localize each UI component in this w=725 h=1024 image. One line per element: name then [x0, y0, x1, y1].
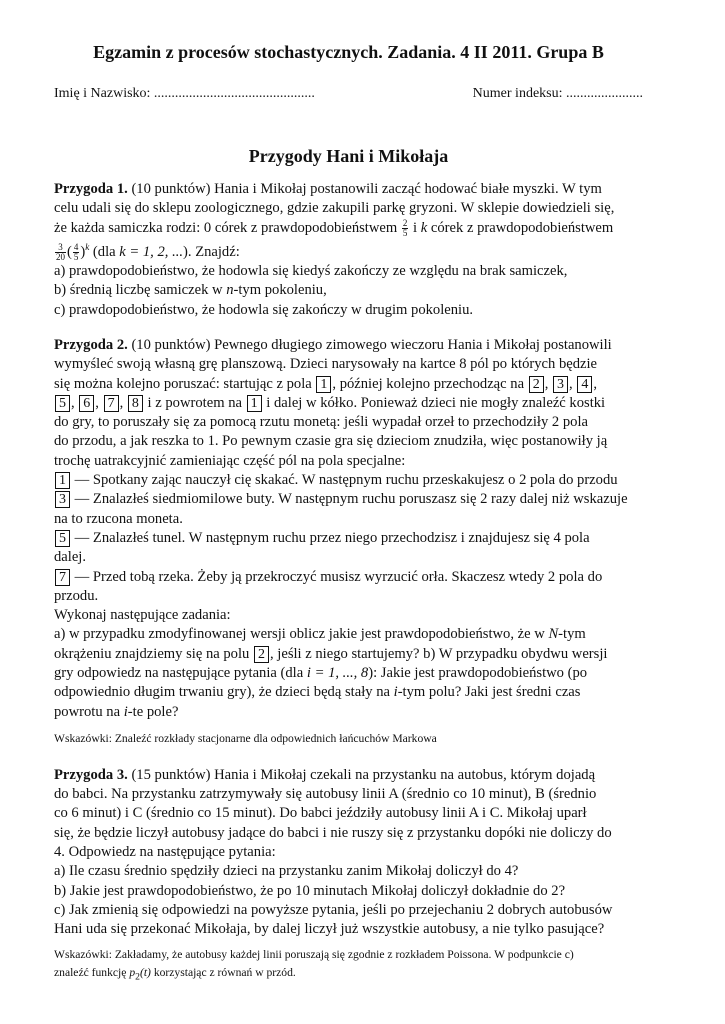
text: (dla	[92, 243, 116, 260]
text: gry odpowiedz na następujące pytania (dla	[54, 664, 304, 681]
problem-3-line-4: się, że będzie liczył autobusy jadące do babci i nie ruszy się z przystanku dopóki nie doliczy do	[54, 824, 612, 841]
text: i dalej w kółko. Ponieważ dzieci nie mogły znaleźć kostki	[266, 394, 606, 411]
index-field	[473, 84, 643, 104]
index-dots: ......................	[566, 86, 643, 101]
student-info-row	[54, 84, 643, 104]
problem-3-part-c: c) Jak zmienią się odpowiedzi na powyższe pytania, jeśli po przejechaniu 2 dobrych autobusów	[54, 901, 613, 918]
problem-1	[54, 180, 643, 320]
problem-3-line-3: co 6 minut) i C (średnio co 15 minut). Do babci jeździły autobusy linii A i C. Mikołaj uparł	[54, 805, 587, 822]
special-field-7	[54, 568, 643, 587]
problem-3-part-c-cont: Hani uda się przekonać Mikołaja, by dalej liczył już wszystkie autobusy, a nie tylko pasujące?	[54, 921, 605, 938]
field-box-6: 6	[79, 395, 94, 412]
numerator: 4	[73, 241, 79, 252]
problem-3-part-a: a) Ile czasu średnio spędziły dzieci na przystanku zanim Mikołaj doliczył do 4?	[54, 863, 519, 880]
text: — Przed tobą rzeka. Żeby ją przekroczyć musisz wyrzucić orła. Skaczesz wtedy 2 pola do	[74, 568, 603, 585]
problem-1-part-c: c) prawdopodobieństwo, że hodowla się zakończy w drugim pokoleniu.	[54, 301, 474, 318]
denominator: 20	[56, 251, 65, 262]
section-title: Przygody Hani i Mikołaja	[248, 146, 449, 166]
text: (15 punktów) Hania i Mikołaj czekali na przystanku na autobus, którym dojadą	[131, 766, 596, 783]
index-label: Numer indeksu:	[472, 86, 563, 101]
problem-1-part-a: a) prawdopodobieństwo, że hodowla się kiedyś zakończy ze względu na brak samiczek,	[54, 263, 568, 280]
field-box-1: 1	[55, 472, 70, 489]
problem-1-line-2: celu udali się do sklepu zoologicznego, gdzie zakupili parkę gryzoni. W sklepie dowiedzieli się,	[54, 200, 615, 217]
math-p: p	[129, 965, 136, 979]
math-k-range: k = 1, 2, ...	[119, 243, 184, 260]
problem-1-part-b	[54, 281, 643, 300]
numerator: 3	[55, 243, 66, 253]
text: ). Znajdź:	[183, 243, 240, 260]
exam-title: Egzamin z procesów stochastycznych. Zadania. 4 II 2011. Grupa B	[93, 42, 604, 62]
name-dots: ..............................................	[153, 86, 315, 101]
field-box-5: 5	[55, 530, 70, 547]
text: -tym pokoleniu,	[233, 282, 327, 299]
problem-2-line-5: do gry, to poruszały się za pomocą rzutu monetą: jeśli wypadał orzeł to przechodziły 2 pola	[54, 414, 588, 431]
problem-2-line-3: się można kolejno poruszać: startując z pola 1 , później kolejno przechodząc na 2 , 3 , 4 ,	[54, 375, 597, 392]
text: — Spotkany zając nauczył cię skakać. W następnym ruchu przeskakujesz o 2 pola do przodu	[74, 472, 618, 489]
text: odpowiednio długim trwaniu gry), że dzieci będą stały na	[54, 684, 390, 701]
name-field	[54, 84, 315, 104]
field-box-7: 7	[55, 569, 70, 586]
special-field-5-cont: dalej.	[54, 549, 87, 566]
hint-line-2	[54, 964, 643, 986]
math-k: k	[420, 219, 428, 236]
problem-3-line-2: do babci. Na przystanku zatrzymywały się autobusy linii A (średnio co 10 minut), B (średnio	[54, 786, 597, 803]
problem-1-line-3	[54, 219, 643, 238]
problem-2-q-line-2	[54, 645, 643, 664]
field-box-5: 5	[55, 395, 70, 412]
exponent-k: k	[85, 241, 90, 252]
denominator: 5	[73, 251, 79, 262]
special-field-5	[54, 529, 643, 548]
text: korzystając z równań w przód.	[153, 965, 296, 979]
problem-3-hint	[54, 946, 643, 986]
problem-3-line-1	[54, 766, 643, 785]
text: powrotu na	[54, 703, 121, 720]
text: znaleźć funkcję	[54, 965, 127, 979]
field-box-8: 8	[128, 395, 143, 412]
text: b) średnią liczbę samiczek w	[54, 282, 223, 299]
field-box-1: 1	[316, 376, 331, 393]
problem-3-lead: Przygoda 3.	[54, 766, 128, 783]
text: — Znalazłeś tunel. W następnym ruchu przez niego przechodzisz i znajdujesz się 4 pola	[74, 529, 590, 546]
problem-2	[54, 336, 643, 748]
problem-2-lead: Przygoda 2.	[54, 336, 128, 353]
problem-2-line-4: 5 , 6 , 7 , 8 i z powrotem na 1 i dalej w kółko. Ponieważ dzieci nie mogły znaleźć kostki	[54, 394, 643, 413]
problem-3-line-5: 4. Odpowiedz na następujące pytania:	[54, 844, 276, 861]
text: -te pole?	[127, 703, 179, 720]
field-box-3: 3	[553, 376, 568, 393]
problem-2-q-line-5	[54, 703, 643, 722]
problem-2-line-1	[54, 336, 643, 355]
math-i-range: i = 1, ..., 8	[306, 664, 369, 681]
text: się można kolejno poruszać: startując z pola	[54, 375, 312, 392]
text: ): Jakie jest prawdopodobieństwo (po	[368, 664, 588, 681]
field-box-1: 1	[247, 395, 262, 412]
special-field-7-cont: przodu.	[54, 587, 99, 604]
text: okrążeniu znajdziemy się na polu	[54, 645, 250, 662]
text: — Znalazłeś siedmiomilowe buty. W następnym ruchu poruszasz się 2 razy dalej niż wskazuje	[74, 491, 628, 508]
name-label: Imię i Nazwisko:	[54, 86, 151, 101]
fraction-3-20	[55, 243, 66, 262]
denominator: 5	[402, 227, 408, 238]
field-box-2: 2	[529, 376, 544, 393]
special-field-3-cont: na to rzucona moneta.	[54, 510, 183, 527]
problem-2-line-6: do przodu, a jak reszka to 1. Po pewnym czasie gra się dzieciom znudziła, więc postanowiły ją	[54, 433, 608, 450]
math-i: i	[123, 703, 128, 720]
math-i: i	[393, 684, 398, 701]
math-N: N	[548, 626, 559, 643]
problem-1-line-4: $\frac{3}{20}$ ( $\frac{4}{5}$ )$^k$ (dla k = 1, 2, ...). Znajdź:	[56, 241, 240, 262]
text: a) w przypadku zmodyfinowanej wersji oblicz jakie jest prawdopodobieństwo, że w	[54, 626, 545, 643]
problem-2-tasks: Wykonaj następujące zadania:	[54, 607, 231, 624]
subscript-2: 2	[135, 970, 140, 982]
problem-1-text: (10 punktów) Hania i Mikołaj postanowili zacząć hodować białe myszki. W tym	[131, 181, 602, 197]
field-box-2: 2	[254, 646, 269, 663]
text: że każda samiczka rodzi: 0 córek z prawdopodobieństwem	[54, 219, 398, 236]
text: i z powrotem na	[147, 394, 242, 411]
special-field-3	[54, 490, 643, 509]
field-box-7: 7	[104, 395, 119, 412]
problem-1-lead: Przygoda 1.	[54, 181, 128, 197]
problem-2-line-7: trochę uatrakcyjnić zamieniając część pól na pola specjalne:	[54, 452, 406, 469]
text: córek z prawdopodobieństwem	[430, 219, 614, 236]
problem-1-line-1	[54, 180, 643, 199]
math-t: (t)	[139, 965, 151, 979]
numerator: 2	[402, 217, 408, 228]
problem-2-q-line-4	[54, 683, 643, 702]
special-field-1	[54, 471, 643, 490]
hint-line-1: Wskazówki: Zakładamy, że autobusy każdej linii poruszają się zgodnie z rozkładem Poissona. W podpunkcie c)	[54, 947, 574, 961]
problem-3-part-b: b) Jakie jest prawdopodobieństwo, że po 10 minutach Mikołaj doliczył dokładnie do 2?	[54, 882, 566, 899]
text: , jeśli z niego startujemy? b) W przypadku obydwu wersji	[269, 645, 608, 662]
problem-3	[54, 766, 643, 986]
fraction-4-5	[73, 243, 80, 262]
field-box-3: 3	[55, 491, 70, 508]
text: -tym polu? Jaki jest średni czas	[397, 684, 581, 701]
problem-2-q-line-1	[54, 625, 643, 644]
problem-2-q-line-3	[54, 664, 643, 683]
text: -tym	[558, 626, 586, 643]
text: (10 punktów) Pewnego długiego zimowego wieczoru Hania i Mikołaj postanowili	[131, 336, 612, 353]
problem-2-line-2: wymyśleć swoją własną grę planszową. Dzieci narysowały na kartce 8 pól po których będzie	[54, 356, 598, 373]
problem-2-hint: Wskazówki: Znaleźć rozkłady stacjonarne dla odpowiednich łańcuchów Markowa	[54, 731, 437, 745]
field-box-4: 4	[577, 376, 592, 393]
text: , później kolejno przechodząc na	[332, 375, 525, 392]
text: i	[413, 219, 418, 236]
fraction-2-5	[402, 219, 409, 238]
math-n: n	[226, 282, 234, 299]
